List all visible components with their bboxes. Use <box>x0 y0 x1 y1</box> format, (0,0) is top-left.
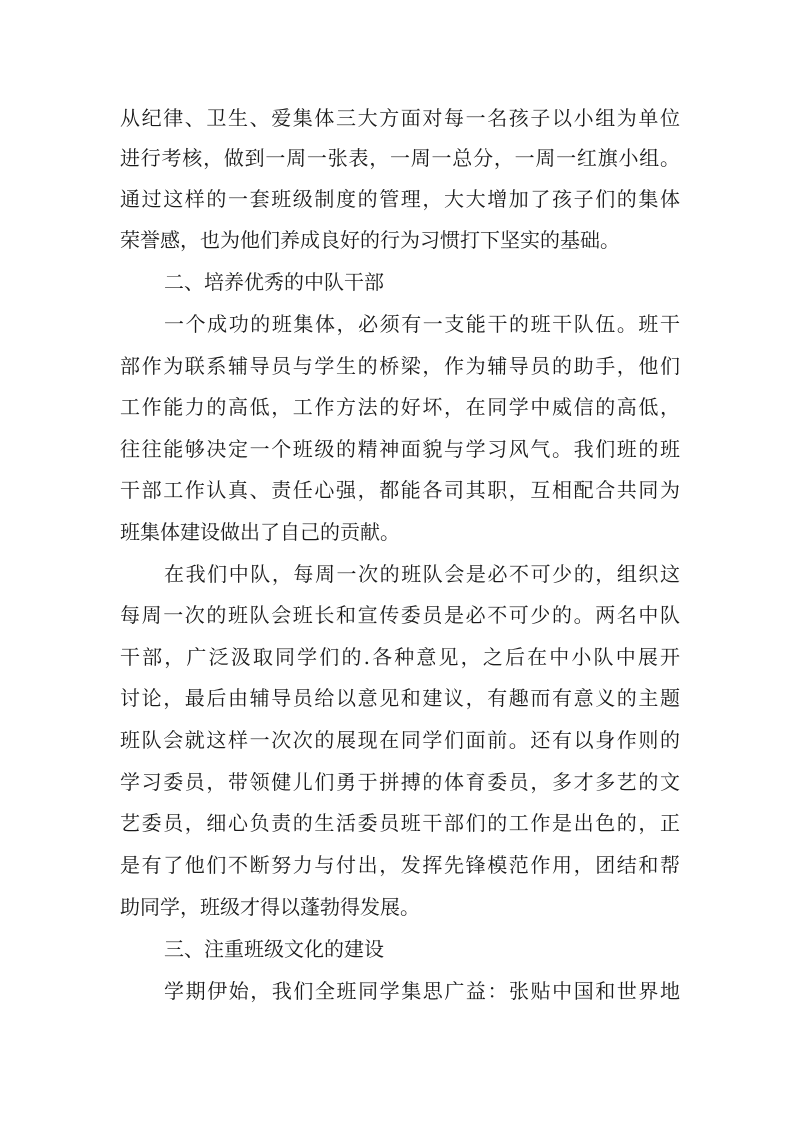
paragraph-line: 讨论，最后由辅导员给以意见和建议，有趣而有意义的主题 <box>120 686 680 710</box>
paragraph-line: 荣誉感，也为他们养成良好的行为习惯打下坚实的基础。 <box>120 228 620 252</box>
paragraph-line: 部作为联系辅导员与学生的桥梁，作为辅导员的助手，他们 <box>120 354 680 378</box>
paragraph-line: 是有了他们不断努力与付出，发挥先锋模范作用，团结和帮 <box>120 853 680 877</box>
paragraph-line: 助同学，班级才得以蓬勃得发展。 <box>120 895 420 919</box>
paragraph-line: 每周一次的班队会班长和宣传委员是必不可少的。两名中队 <box>120 603 680 627</box>
section-heading: 二、培养优秀的中队干部 <box>164 270 384 294</box>
paragraph-line: 往往能够决定一个班级的精神面貌与学习风气。我们班的班 <box>120 437 680 461</box>
paragraph-line: 班集体建设做出了自己的贡献。 <box>120 520 400 544</box>
paragraph-line: 进行考核，做到一周一张表，一周一总分，一周一红旗小组。 <box>120 146 680 170</box>
paragraph-line: 班队会就这样一次次的展现在同学们面前。还有以身作则的 <box>120 728 680 752</box>
paragraph-line: 工作能力的高低，工作方法的好坏，在同学中威信的高低， <box>120 395 680 419</box>
paragraph-line: 学期伊始，我们全班同学集思广益：张贴中国和世界地 <box>164 979 680 1003</box>
section-heading: 三、注重班级文化的建设 <box>164 937 384 961</box>
paragraph-line: 在我们中队，每周一次的班队会是必不可少的，组织这 <box>164 562 680 586</box>
paragraph-line: 干部工作认真、责任心强，都能各司其职，互相配合共同为 <box>120 478 680 502</box>
paragraph-line: 学习委员，带领健儿们勇于拼搏的体育委员，多才多艺的文 <box>120 770 680 794</box>
paragraph-line: 通过这样的一套班级制度的管理，大大增加了孩子们的集体 <box>120 187 680 211</box>
paragraph-line: 艺委员，细心负责的生活委员班干部们的工作是出色的，正 <box>120 811 680 835</box>
paragraph-line: 从纪律、卫生、爱集体三大方面对每一名孩子以小组为单位 <box>120 106 680 130</box>
paragraph-line: 干部，广泛汲取同学们的.各种意见，之后在中小队中展开 <box>120 645 680 669</box>
paragraph-line: 一个成功的班集体，必须有一支能干的班干队伍。班干 <box>164 312 680 336</box>
